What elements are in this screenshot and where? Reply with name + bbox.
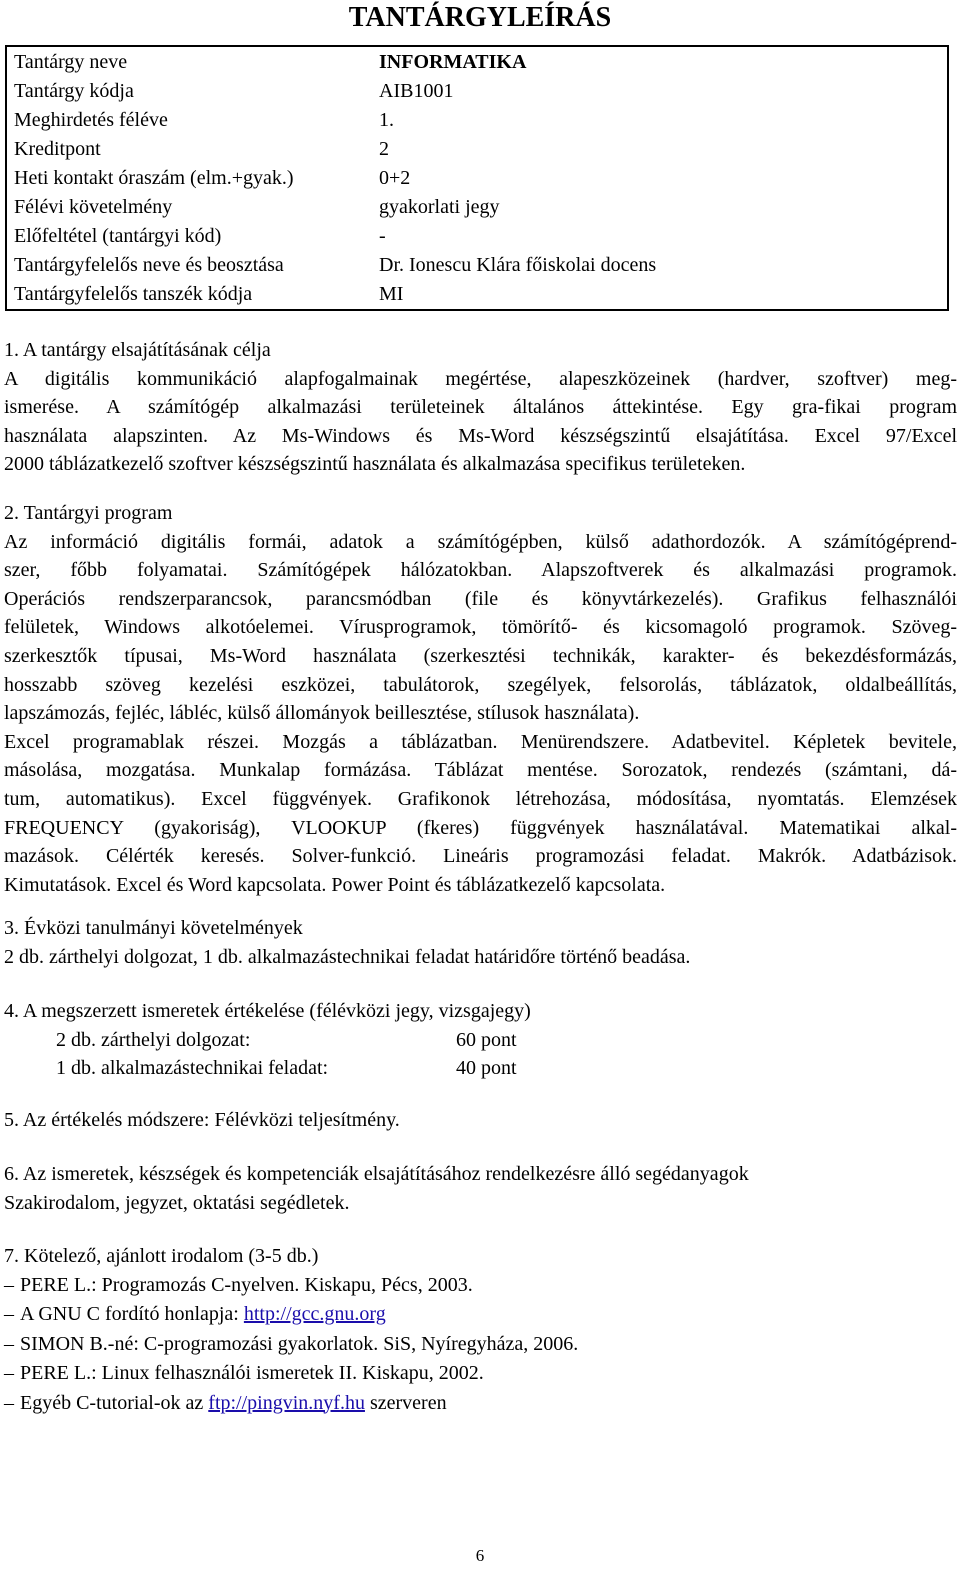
- table-row: [7, 222, 947, 251]
- info-value: -: [379, 225, 386, 247]
- section-heading: 6. Az ismeretek, készségek és kompetenciák elsajátításához rendelkezésre álló segédanyagok: [4, 1163, 749, 1185]
- dash-bullet: –: [4, 1332, 14, 1355]
- page-number: 6: [475, 1546, 485, 1565]
- paragraph-line: használata alapszinten. Az Ms-Windows és Ms-Word készségszintű elsajátítása. Excel 97/Excel: [4, 424, 957, 447]
- section-requirements: [4, 914, 957, 971]
- section-evaluation: [4, 997, 957, 1083]
- evaluation-label: 1 db. alkalmazástechnikai feladat:: [56, 1057, 329, 1080]
- paragraph-line: mazások. Célérték keresés. Solver-funkció. Lineáris programozási feladat. Makrók. Adatbázisok.: [4, 845, 957, 868]
- section-literature: [4, 1242, 957, 1418]
- info-label: Tantárgyfelelős tanszék kódja: [14, 283, 253, 305]
- paragraph-line: tum, automatikus). Excel függvények. Grafikonok létrehozása, módosítása, nyomtatás. Elemzések: [4, 787, 957, 810]
- table-row: [7, 106, 947, 135]
- info-label: Meghirdetés féléve: [14, 109, 168, 131]
- info-label: Tantárgy neve: [14, 51, 128, 73]
- section-program: [4, 499, 957, 899]
- table-row: [7, 48, 947, 77]
- info-value: AIB1001: [379, 80, 454, 102]
- paragraph-line: Az információ digitális formái, adatok a számítógépben, külső adathordozók. A számítógéprend-: [4, 530, 957, 553]
- info-value: MI: [379, 283, 404, 305]
- literature-item: [4, 1271, 957, 1301]
- evaluation-points: 60 pont: [456, 1028, 517, 1051]
- info-label: Tantárgy kódja: [14, 80, 134, 102]
- section-heading: 4. A megszerzett ismeretek értékelése (félévközi jegy, vizsgajegy): [4, 1000, 531, 1022]
- info-label: Tantárgyfelelős neve és beosztása: [14, 254, 284, 276]
- literature-text: PERE L.: Programozás C-nyelven. Kiskapu, Pécs, 2003.: [20, 1273, 473, 1296]
- section-heading: 1. A tantárgy elsajátításának célja: [4, 339, 271, 361]
- info-value: 2: [379, 138, 389, 160]
- section-materials: [4, 1160, 957, 1217]
- section-heading: 5. Az értékelés módszere: Félévközi teljesítmény.: [4, 1109, 400, 1131]
- table-row: [7, 135, 947, 164]
- section-heading: 2. Tantárgyi program: [4, 502, 173, 524]
- literature-item: [4, 1330, 957, 1360]
- paragraph-line: Kimutatások. Excel és Word kapcsolata. Power Point és táblázatkezelő kapcsolata.: [4, 873, 666, 896]
- dash-bullet: –: [4, 1391, 14, 1414]
- paragraph-line: felületek, Windows alkotóelemei. Vírusprogramok, tömörítő- és kicsomagoló programok. Szöveg-: [4, 616, 957, 639]
- literature-text: A GNU C fordító honlapja:: [20, 1303, 244, 1326]
- paragraph-line: FREQUENCY (gyakoriság), VLOOKUP (fkeres) függvények használatával. Matematikai alkal-: [4, 816, 957, 839]
- dash-bullet: –: [4, 1303, 14, 1326]
- gcc-link[interactable]: http://gcc.gnu.org: [243, 1303, 386, 1326]
- section-method: [4, 1106, 957, 1135]
- section-heading: 3. Évközi tanulmányi követelmények: [4, 917, 303, 939]
- literature-text: PERE L.: Linux felhasználói ismeretek II. Kiskapu, 2002.: [20, 1362, 484, 1385]
- info-value: 0+2: [379, 167, 411, 189]
- dash-bullet: –: [4, 1273, 14, 1296]
- info-value: Dr. Ionescu Klára főiskolai docens: [379, 254, 657, 276]
- literature-item: [4, 1359, 957, 1389]
- page-title: [0, 1, 960, 35]
- evaluation-item: [4, 1054, 957, 1083]
- info-value: gyakorlati jegy: [379, 196, 500, 218]
- paragraph-line: Operációs rendszerparancsok, parancsmódban (file és könyvtárkezelés). Grafikus felhasználói: [4, 587, 957, 610]
- info-label: Előfeltétel (tantárgyi kód): [14, 225, 222, 247]
- table-row: [7, 193, 947, 222]
- literature-text-after: szerveren: [364, 1391, 447, 1414]
- table-row: [7, 164, 947, 193]
- literature-text: SIMON B.-né: C-programozási gyakorlatok. SiS, Nyíregyháza, 2006.: [20, 1332, 579, 1355]
- course-info-table: [5, 45, 949, 311]
- info-label: Heti kontakt óraszám (elm.+gyak.): [14, 167, 294, 189]
- paragraph-line: A digitális kommunikáció alapfogalmainak megértése, alapeszközeinek (hardver, szoftver) meg-: [4, 367, 957, 390]
- paragraph-line: hosszabb szöveg kezelési eszközei, tabulátorok, szegélyek, felsorolás, táblázatok, oldalbeállítás,: [4, 673, 957, 696]
- table-row: [7, 251, 947, 280]
- literature-text: Egyéb C-tutorial-ok az: [20, 1391, 209, 1414]
- evaluation-item: [4, 1026, 957, 1055]
- paragraph-line: szerkesztők típusai, Ms-Word használata (szerkesztési technikák, karakter- és bekezdésformázás,: [4, 644, 957, 667]
- info-label: Kreditpont: [14, 138, 101, 160]
- page-title-text: TANTÁRGYLEÍRÁS: [348, 2, 612, 33]
- paragraph-line: másolása, mozgatása. Munkalap formázása. Táblázat mentése. Sorozatok, rendezés (számtani, dá-: [4, 759, 957, 782]
- evaluation-points: 40 pont: [456, 1057, 517, 1080]
- table-row: [7, 77, 947, 106]
- info-value: 1.: [379, 109, 394, 131]
- section-heading: 7. Kötelező, ajánlott irodalom (3-5 db.): [4, 1245, 319, 1267]
- section-goal: [4, 336, 957, 479]
- section-text: 2 db. zárthelyi dolgozat, 1 db. alkalmazástechnikai feladat határidőre történő beadása.: [4, 945, 691, 968]
- literature-item: [4, 1389, 957, 1419]
- ftp-link[interactable]: ftp://pingvin.nyf.hu: [208, 1391, 365, 1414]
- paragraph-line: Excel programablak részei. Mozgás a táblázatban. Menürendszere. Adatbevitel. Képletek bevitele,: [4, 730, 957, 753]
- dash-bullet: –: [4, 1362, 14, 1385]
- table-row: [7, 280, 947, 309]
- paragraph-line: szer, főbb folyamatai. Számítógépek hálózatokban. Alapszoftverek és alkalmazási programok.: [4, 559, 957, 582]
- section-text: Szakirodalom, jegyzet, oktatási segédletek.: [4, 1191, 350, 1214]
- paragraph-line: 2000 táblázatkezelő szoftver készségszintű használata és alkalmazása specifikus területeken.: [4, 453, 746, 476]
- paragraph-line: ismerése. A számítógép alkalmazási területeinek általános áttekintése. Egy gra-fikai program: [4, 396, 957, 419]
- evaluation-label: 2 db. zárthelyi dolgozat:: [56, 1028, 251, 1051]
- info-value: INFORMATIKA: [379, 51, 527, 73]
- literature-item: [4, 1300, 957, 1330]
- info-label: Félévi követelmény: [14, 196, 173, 218]
- paragraph-line: lapszámozás, fejléc, lábléc, külső állományok beillesztése, stílusok használata).: [4, 702, 640, 725]
